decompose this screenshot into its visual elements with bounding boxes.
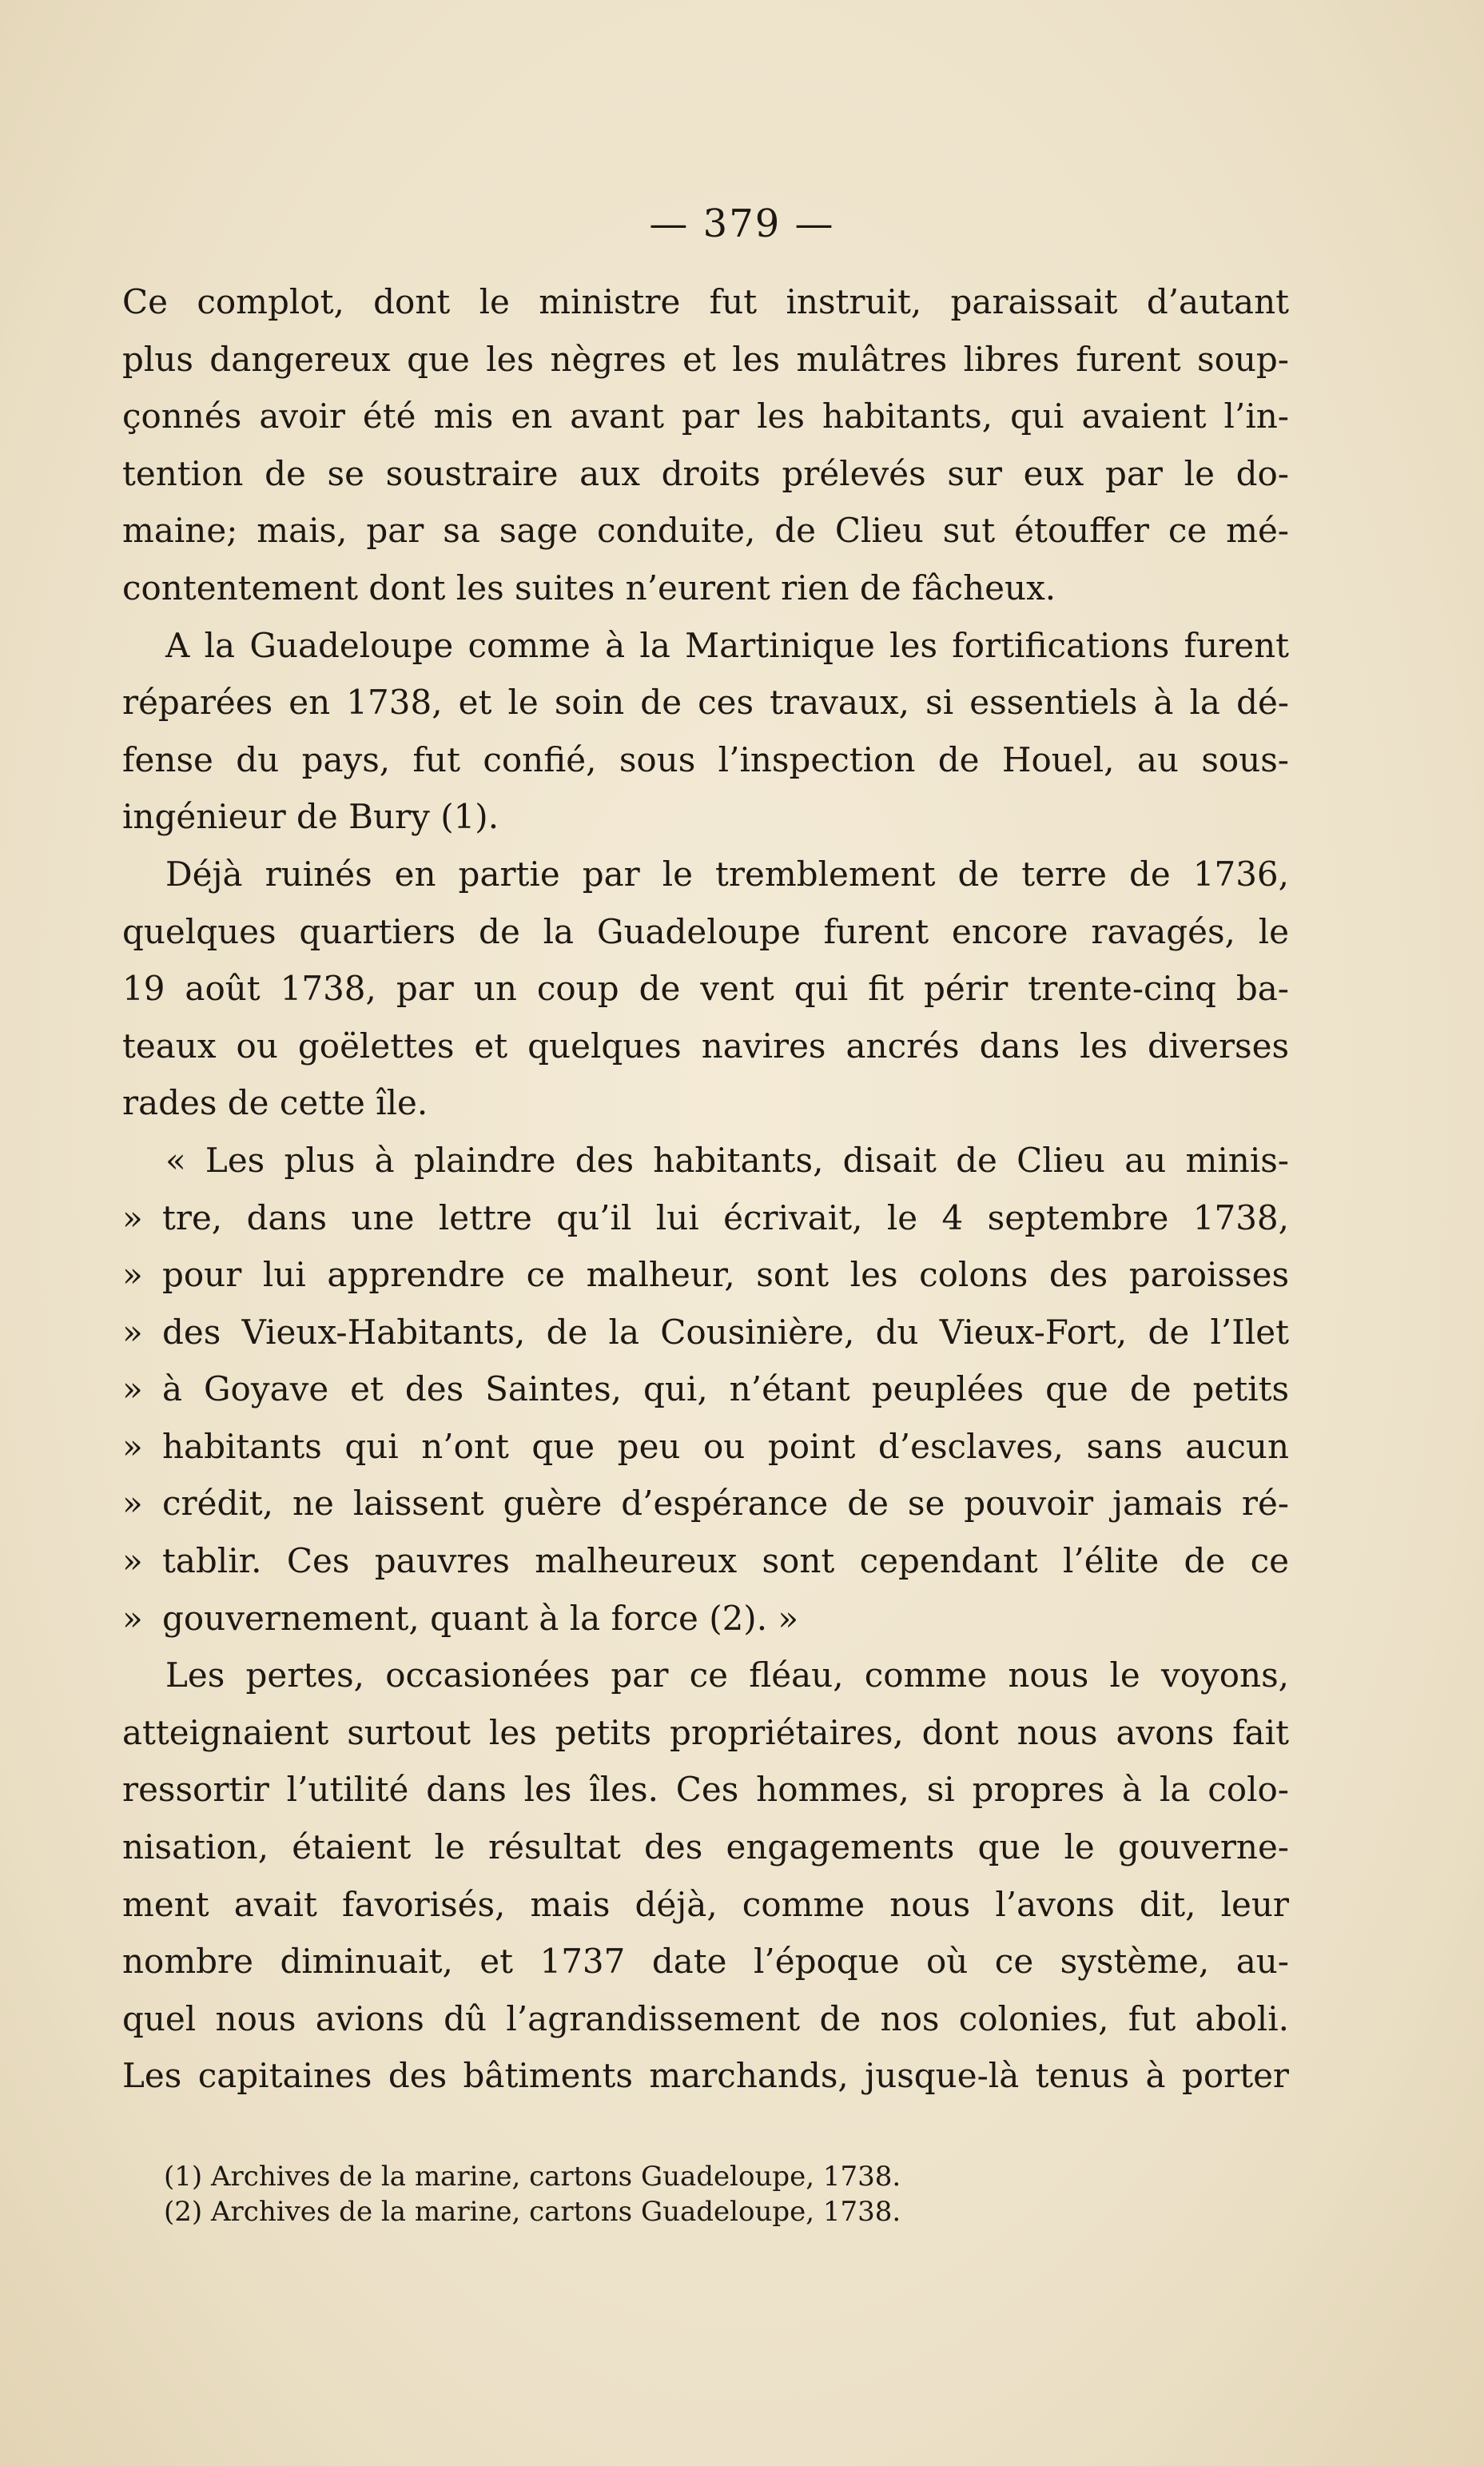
text-line: tention de se soustraire aux droits prélevés sur eux par le do- — [122, 453, 1289, 493]
quote-mark: » — [122, 1541, 143, 1581]
quote-mark: » — [122, 1312, 143, 1352]
text-line: ingénieur de Bury (1). — [122, 797, 499, 837]
text-line: rades de cette île. — [122, 1083, 428, 1123]
text-line: maine; mais, par sa sage conduite, de Clieu sut étouffer ce mé- — [122, 511, 1289, 551]
text-line: 19 août 1738, par un coup de vent qui fit périr trente-cinq ba- — [122, 969, 1289, 1009]
text-line: quel nous avions dû l’agrandissement de nos colonies, fut aboli. — [122, 1998, 1289, 2038]
quote-mark: » — [122, 1369, 143, 1409]
text-line: Ce complot, dont le ministre fut instruit, paraissait d’autant — [122, 282, 1289, 321]
text-line: Déjà ruinés en partie par le tremblement de terre de 1736, — [165, 854, 1289, 894]
text-line: A la Guadeloupe comme à la Martinique les fortifications furent — [165, 625, 1289, 665]
quote-mark: » — [122, 1598, 143, 1638]
quote-line: » habitants qui n’ont que peu ou point d’esclaves, sans aucun — [122, 1418, 1289, 1476]
quote-line: « Les plus à plaindre des habitants, disait de Clieu au minis- — [165, 1140, 1289, 1180]
text-line: teaux ou goëlettes et quelques navires ancrés dans les diverses — [122, 1026, 1289, 1066]
quote-line: » crédit, ne laissent guère d’espérance de se pouvoir jamais ré- — [122, 1475, 1289, 1532]
footnotes — [164, 2159, 1123, 2229]
footnote-1: (1) Archives de la marine, cartons Guadeloupe, 1738. — [164, 2161, 901, 2193]
text-line: nombre diminuait, et 1737 date l’époque où ce système, au- — [122, 1942, 1289, 1982]
quote-line: » pour lui apprendre ce malheur, sont les colons des paroisses — [122, 1246, 1289, 1304]
text-line: contentement dont les suites n’eurent rien de fâcheux. — [122, 568, 1056, 608]
text-line: Les pertes, occasionées par ce fléau, comme nous le voyons, — [165, 1655, 1289, 1695]
text-line: nisation, étaient le résultat des engagements que le gouverne- — [122, 1827, 1289, 1867]
quote-mark: » — [122, 1426, 143, 1466]
quote-line: » tablir. Ces pauvres malheureux sont cependant l’élite de ce — [122, 1532, 1289, 1590]
quote-line: » à Goyave et des Saintes, qui, n’étant peuplées que de petits — [122, 1360, 1289, 1418]
text-line: quelques quartiers de la Guadeloupe furent encore ravagés, le — [122, 911, 1289, 951]
footnote-2: (2) Archives de la marine, cartons Guadeloupe, 1738. — [164, 2196, 901, 2228]
text-line: atteignaient surtout les petits propriétaires, dont nous avons fait — [122, 1712, 1289, 1752]
page-number: — 379 — — [649, 201, 835, 246]
text-line: plus dangereux que les nègres et les mulâtres libres furent soup- — [122, 339, 1289, 379]
text-line: çonnés avoir été mis en avant par les habitants, qui avaient l’in- — [122, 396, 1289, 436]
text-line: ment avait favorisés, mais déjà, comme nous l’avons dit, leur — [122, 1884, 1289, 1924]
quote-line: » des Vieux-Habitants, de la Cousinière, du Vieux-Fort, de l’Ilet — [122, 1304, 1289, 1361]
text-line: ressortir l’utilité dans les îles. Ces hommes, si propres à la colo- — [122, 1770, 1289, 1810]
quote-mark: » — [122, 1484, 143, 1524]
quote-line: » gouvernement, quant à la force (2). » — [122, 1590, 1289, 1647]
quote-line: » tre, dans une lettre qu’il lui écrivait, le 4 septembre 1738, — [122, 1189, 1289, 1247]
text-line: réparées en 1738, et le soin de ces travaux, si essentiels à la dé- — [122, 683, 1289, 723]
text-line: Les capitaines des bâtiments marchands, jusque-là tenus à porter — [122, 2056, 1289, 2096]
quote-mark: » — [122, 1197, 143, 1237]
text-line: fense du pays, fut confié, sous l’inspection de Houel, au sous- — [122, 739, 1289, 779]
page-body — [122, 273, 1289, 2105]
quote-mark: » — [122, 1255, 143, 1295]
